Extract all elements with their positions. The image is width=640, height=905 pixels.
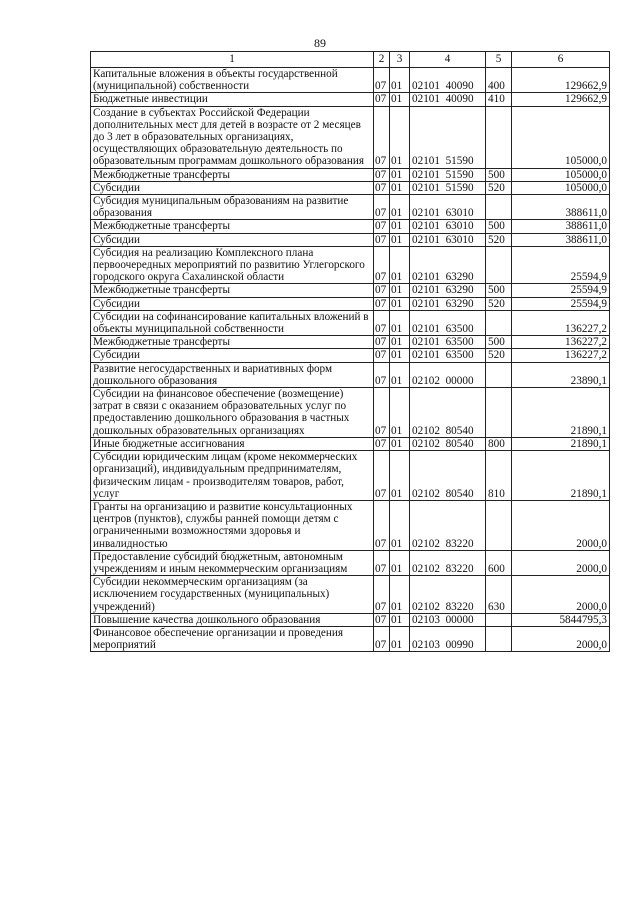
table-row <box>91 550 610 575</box>
item-name: Развитие негосударственных и вариативных форм дошкольного образования <box>91 362 374 387</box>
subsection-code: 01 <box>390 195 410 220</box>
subsection-code: 01 <box>390 550 410 575</box>
section-code: 07 <box>374 68 390 93</box>
table-row <box>91 500 610 550</box>
expense-type-code <box>486 388 512 438</box>
page-number: 89 <box>314 36 326 50</box>
table-row <box>91 68 610 93</box>
subsection-code: 01 <box>390 388 410 438</box>
section-code: 07 <box>374 626 390 651</box>
expense-type-code: 500 <box>486 336 512 349</box>
section-code: 07 <box>374 362 390 387</box>
subsection-code: 01 <box>390 168 410 181</box>
table-row <box>91 195 610 220</box>
section-code: 07 <box>374 437 390 450</box>
amount: 21890,1 <box>512 437 610 450</box>
subsection-code: 01 <box>390 297 410 310</box>
table-row <box>91 451 610 501</box>
item-name: Субсидии <box>91 233 374 246</box>
amount: 136227,2 <box>512 310 610 335</box>
amount: 2000,0 <box>512 550 610 575</box>
expense-type-code: 500 <box>486 284 512 297</box>
subsection-code: 01 <box>390 626 410 651</box>
table-row <box>91 310 610 335</box>
section-code: 07 <box>374 336 390 349</box>
budget-table <box>90 51 610 652</box>
amount: 388611,0 <box>512 195 610 220</box>
amount: 25594,9 <box>512 246 610 284</box>
subsection-code: 01 <box>390 181 410 194</box>
amount: 23890,1 <box>512 362 610 387</box>
target-article-code: 02103 00000 <box>410 613 486 626</box>
expense-type-code: 520 <box>486 349 512 362</box>
item-name: Гранты на организацию и развитие консультационных центров (пунктов), службы ранней помощи детям с ограниченными возможностями здоровья и инвалидностью <box>91 500 374 550</box>
item-name: Субсидия муниципальным образованиям на развитие образования <box>91 195 374 220</box>
target-article-code: 02101 63500 <box>410 310 486 335</box>
section-code: 07 <box>374 284 390 297</box>
table-row <box>91 106 610 168</box>
amount: 136227,2 <box>512 336 610 349</box>
table-row <box>91 297 610 310</box>
table-row <box>91 626 610 651</box>
table-row <box>91 220 610 233</box>
amount: 5844795,3 <box>512 613 610 626</box>
section-code: 07 <box>374 613 390 626</box>
subsection-code: 01 <box>390 310 410 335</box>
subsection-code: 01 <box>390 362 410 387</box>
expense-type-code: 630 <box>486 576 512 614</box>
table-row <box>91 93 610 106</box>
section-code: 07 <box>374 246 390 284</box>
table-row <box>91 349 610 362</box>
table-row <box>91 168 610 181</box>
section-code: 07 <box>374 349 390 362</box>
expense-type-code <box>486 500 512 550</box>
target-article-code: 02101 63290 <box>410 284 486 297</box>
item-name: Повышение качества дошкольного образования <box>91 613 374 626</box>
amount: 105000,0 <box>512 181 610 194</box>
item-name: Субсидии юридическим лицам (кроме некоммерческих организаций), индивидуальным предпринимателям, физическим лицам - производителям товаров, работ, услуг <box>91 451 374 501</box>
expense-type-code: 500 <box>486 168 512 181</box>
target-article-code: 02103 00990 <box>410 626 486 651</box>
subsection-code: 01 <box>390 576 410 614</box>
item-name: Субсидии некоммерческим организациям (за исключением государственных (муниципальных) учреждений) <box>91 576 374 614</box>
header-col-2: 2 <box>374 52 390 68</box>
item-name: Предоставление субсидий бюджетным, автономным учреждениям и иным некоммерческим организациям <box>91 550 374 575</box>
expense-type-code: 600 <box>486 550 512 575</box>
amount: 25594,9 <box>512 297 610 310</box>
subsection-code: 01 <box>390 284 410 297</box>
table-row <box>91 181 610 194</box>
amount: 129662,9 <box>512 68 610 93</box>
target-article-code: 02101 63010 <box>410 195 486 220</box>
item-name: Бюджетные инвестиции <box>91 93 374 106</box>
expense-type-code <box>486 362 512 387</box>
table-row <box>91 233 610 246</box>
section-code: 07 <box>374 220 390 233</box>
target-article-code: 02101 63500 <box>410 336 486 349</box>
expense-type-code: 810 <box>486 451 512 501</box>
amount: 21890,1 <box>512 451 610 501</box>
section-code: 07 <box>374 451 390 501</box>
expense-type-code <box>486 310 512 335</box>
expense-type-code <box>486 106 512 168</box>
expense-type-code: 500 <box>486 220 512 233</box>
subsection-code: 01 <box>390 106 410 168</box>
target-article-code: 02101 63290 <box>410 246 486 284</box>
subsection-code: 01 <box>390 233 410 246</box>
target-article-code: 02101 63290 <box>410 297 486 310</box>
target-article-code: 02101 40090 <box>410 93 486 106</box>
subsection-code: 01 <box>390 437 410 450</box>
item-name: Субсидии <box>91 297 374 310</box>
item-name: Создание в субъектах Российской Федерации дополнительных мест для детей в возрасте от 2 месяцев до 3 лет в образовательных организациях, осуществляющих образовательную деятельность по образовательным программам дошкольного образования <box>91 106 374 168</box>
target-article-code: 02102 83220 <box>410 576 486 614</box>
item-name: Субсидии <box>91 349 374 362</box>
amount: 25594,9 <box>512 284 610 297</box>
table-row <box>91 246 610 284</box>
subsection-code: 01 <box>390 93 410 106</box>
item-name: Субсидии на финансовое обеспечение (возмещение) затрат в связи с оказанием образовательных услуг по предоставлению дошкольного образования в частных дошкольных образовательных организациях <box>91 388 374 438</box>
subsection-code: 01 <box>390 336 410 349</box>
target-article-code: 02102 83220 <box>410 500 486 550</box>
section-code: 07 <box>374 297 390 310</box>
expense-type-code: 520 <box>486 297 512 310</box>
subsection-code: 01 <box>390 613 410 626</box>
amount: 2000,0 <box>512 500 610 550</box>
expense-type-code: 400 <box>486 68 512 93</box>
amount: 2000,0 <box>512 626 610 651</box>
target-article-code: 02101 63010 <box>410 220 486 233</box>
expense-type-code <box>486 626 512 651</box>
item-name: Межбюджетные трансферты <box>91 284 374 297</box>
expense-type-code <box>486 613 512 626</box>
expense-type-code: 800 <box>486 437 512 450</box>
table-row <box>91 362 610 387</box>
section-code: 07 <box>374 576 390 614</box>
item-name: Межбюджетные трансферты <box>91 168 374 181</box>
target-article-code: 02101 51590 <box>410 181 486 194</box>
target-article-code: 02101 63010 <box>410 233 486 246</box>
amount: 136227,2 <box>512 349 610 362</box>
amount: 388611,0 <box>512 220 610 233</box>
item-name: Капитальные вложения в объекты государственной (муниципальной) собственности <box>91 68 374 93</box>
item-name: Субсидии на софинансирование капитальных вложений в объекты муниципальной собственности <box>91 310 374 335</box>
subsection-code: 01 <box>390 349 410 362</box>
table-row <box>91 336 610 349</box>
section-code: 07 <box>374 106 390 168</box>
section-code: 07 <box>374 500 390 550</box>
amount: 105000,0 <box>512 106 610 168</box>
item-name: Межбюджетные трансферты <box>91 220 374 233</box>
amount: 388611,0 <box>512 233 610 246</box>
section-code: 07 <box>374 310 390 335</box>
section-code: 07 <box>374 181 390 194</box>
table-row <box>91 284 610 297</box>
amount: 129662,9 <box>512 93 610 106</box>
target-article-code: 02102 80540 <box>410 451 486 501</box>
expense-type-code: 410 <box>486 93 512 106</box>
target-article-code: 02102 80540 <box>410 388 486 438</box>
amount: 21890,1 <box>512 388 610 438</box>
expense-type-code: 520 <box>486 181 512 194</box>
section-code: 07 <box>374 388 390 438</box>
target-article-code: 02101 63500 <box>410 349 486 362</box>
subsection-code: 01 <box>390 68 410 93</box>
amount: 2000,0 <box>512 576 610 614</box>
target-article-code: 02102 00000 <box>410 362 486 387</box>
table-row <box>91 576 610 614</box>
header-col-4: 4 <box>410 52 486 68</box>
table-row <box>91 613 610 626</box>
header-col-1: 1 <box>91 52 374 68</box>
section-code: 07 <box>374 550 390 575</box>
header-col-3: 3 <box>390 52 410 68</box>
item-name: Субсидии <box>91 181 374 194</box>
expense-type-code <box>486 195 512 220</box>
subsection-code: 01 <box>390 500 410 550</box>
table-row <box>91 388 610 438</box>
subsection-code: 01 <box>390 220 410 233</box>
subsection-code: 01 <box>390 451 410 501</box>
item-name: Финансовое обеспечение организации и проведения мероприятий <box>91 626 374 651</box>
table-row <box>91 437 610 450</box>
target-article-code: 02101 51590 <box>410 106 486 168</box>
target-article-code: 02101 51590 <box>410 168 486 181</box>
header-col-5: 5 <box>486 52 512 68</box>
section-code: 07 <box>374 233 390 246</box>
target-article-code: 02102 83220 <box>410 550 486 575</box>
target-article-code: 02101 40090 <box>410 68 486 93</box>
section-code: 07 <box>374 168 390 181</box>
header-col-6: 6 <box>512 52 610 68</box>
subsection-code: 01 <box>390 246 410 284</box>
expense-type-code <box>486 246 512 284</box>
section-code: 07 <box>374 93 390 106</box>
item-name: Межбюджетные трансферты <box>91 336 374 349</box>
header-row <box>91 52 610 68</box>
item-name: Субсидия на реализацию Комплексного плана первоочередных мероприятий по развитию Углегорского городского округа Сахалинской области <box>91 246 374 284</box>
section-code: 07 <box>374 195 390 220</box>
expense-type-code: 520 <box>486 233 512 246</box>
amount: 105000,0 <box>512 168 610 181</box>
target-article-code: 02102 80540 <box>410 437 486 450</box>
item-name: Иные бюджетные ассигнования <box>91 437 374 450</box>
